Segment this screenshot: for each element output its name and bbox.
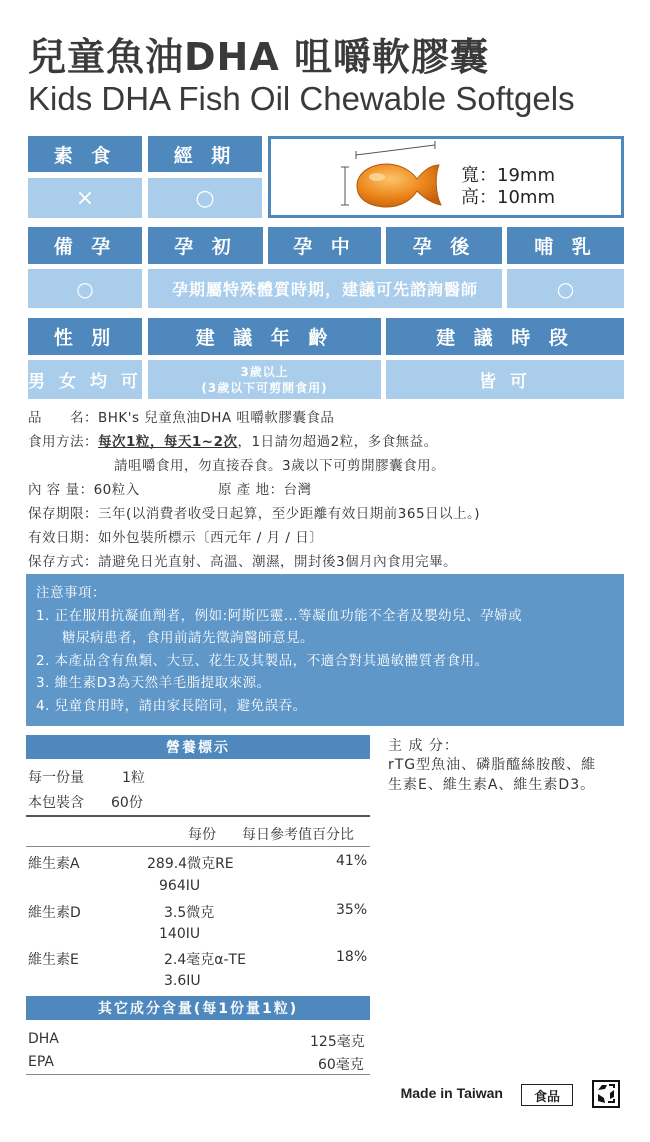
info-name-value: BHK's 兒童魚油DHA 咀嚼軟膠囊食品 — [98, 410, 335, 426]
ingredients-line1: rTG型魚油、磷脂醯絲胺酸、維 — [388, 757, 597, 773]
vegetarian-header: 素 食 — [28, 136, 142, 172]
ingredients-line2: 生素E、維生素A、維生素D3。 — [388, 777, 596, 793]
notice-item-4: 4. 兒童食用時，請由家長陪同，避免誤吞。 — [36, 697, 307, 714]
recycle-icon — [592, 1080, 620, 1108]
info-content — [28, 478, 140, 498]
capsule-illustration — [331, 139, 451, 215]
age-value — [148, 360, 381, 399]
col-daily-value: 每日參考值百分比 — [242, 827, 354, 843]
info-usage — [28, 430, 438, 450]
info-storage — [28, 550, 457, 570]
info-shelf-key: 保存期限： — [28, 506, 98, 522]
vitamin-d-pct: 35% — [336, 902, 368, 918]
vitamin-a-amount: 289.4微克RE — [147, 856, 234, 872]
time-value: 皆 可 — [386, 360, 624, 399]
notice-item-2: 2. 本產品含有魚類、大豆、花生及其製品，不適合對其過敏體質者食用。 — [36, 652, 489, 669]
breastfeeding-header: 哺 乳 — [507, 227, 624, 264]
info-usage-rest: ，1日請勿超過2粒，多食無益。 — [237, 434, 438, 450]
info-expiry-key: 有效日期： — [28, 530, 98, 546]
info-shelf-life — [28, 502, 480, 522]
servings-value: 60份 — [111, 795, 143, 811]
info-origin-key: 原 產 地： — [218, 482, 284, 498]
col-per-serving: 每份 — [188, 827, 216, 843]
ingredients-title: 主 成 分： — [388, 738, 459, 754]
vitamin-e-name: 維生素E — [28, 952, 79, 968]
info-storage-value: 請避免日光直射、高溫、潮濕，開封後3個月內食用完畢。 — [98, 554, 458, 570]
info-name-key: 品 名： — [28, 410, 98, 426]
vitamin-a-amount-iu: 964IU — [159, 878, 201, 894]
servings-label: 本包裝含 — [28, 795, 84, 811]
info-origin — [218, 478, 312, 498]
time-header: 建 議 時 段 — [386, 318, 624, 355]
vitamin-e-amount: 2.4毫克α-TE — [164, 952, 246, 968]
gender-header: 性 別 — [28, 318, 142, 355]
early-pregnancy-header: 孕 初 — [148, 227, 263, 264]
epa-name: EPA — [28, 1054, 54, 1070]
other-ingredients-title: 其它成分含量(每1份量1粒) — [26, 996, 370, 1020]
vitamin-d-name: 維生素D — [28, 905, 81, 921]
notice-box — [26, 574, 624, 726]
gender-value: 男 女 均 可 — [28, 360, 142, 399]
serving-size-value: 1粒 — [122, 770, 145, 786]
vitamin-e-amount-iu: 3.6IU — [164, 973, 201, 989]
title-english: Kids DHA Fish Oil Chewable Softgels — [28, 80, 575, 117]
mid-pregnancy-header: 孕 中 — [268, 227, 381, 264]
notice-title: 注意事項： — [36, 585, 106, 601]
breastfeeding-value: ○ — [507, 269, 624, 308]
vitamin-e-pct: 18% — [336, 949, 368, 965]
age-value-line1: 3歲以上 — [240, 364, 289, 379]
info-usage-key: 食用方法： — [28, 434, 98, 450]
nutrition-divider-3 — [26, 1074, 370, 1075]
menstrual-value: ○ — [148, 178, 262, 218]
notice-item-1: 1. 正在服用抗凝血劑者，例如:阿斯匹靈...等凝血功能不全者及嬰幼兒、孕婦或 — [36, 607, 523, 624]
late-pregnancy-header: 孕 後 — [386, 227, 502, 264]
info-expiry-value: 如外包裝所標示〔西元年 / 月 / 日〕 — [98, 530, 324, 546]
info-usage-line2: 請咀嚼食用，勿直接吞食。3歲以下可剪開膠囊食用。 — [114, 458, 446, 474]
dha-name: DHA — [28, 1031, 59, 1047]
info-storage-key: 保存方式： — [28, 554, 98, 570]
capsule-height: 高：10mm — [461, 187, 555, 208]
made-in-taiwan: Made in Taiwan — [400, 1085, 503, 1101]
title-chinese: 兒童魚油DHA 咀嚼軟膠囊 — [28, 35, 489, 79]
age-value-line2: (3歲以下可剪開食用) — [201, 380, 328, 395]
vitamin-d-amount-iu: 140IU — [159, 926, 201, 942]
prep-pregnancy-header: 備 孕 — [28, 227, 142, 264]
nutrition-title: 營養標示 — [26, 735, 370, 759]
age-header: 建 議 年 齡 — [148, 318, 381, 355]
vitamin-d-amount: 3.5微克 — [164, 905, 215, 921]
pregnancy-note: 孕期屬特殊體質時期，建議可先諮詢醫師 — [148, 269, 502, 308]
dha-value: 125毫克 — [310, 1034, 365, 1050]
info-content-key: 內 容 量： — [28, 482, 94, 498]
notice-item-1-cont: 糖尿病患者，食用前請先徵詢醫師意見。 — [62, 630, 314, 646]
serving-size-label: 每一份量 — [28, 770, 84, 786]
nutrition-divider-2 — [26, 846, 370, 847]
notice-item-3: 3. 維生素D3為天然羊毛脂提取來源。 — [36, 675, 271, 691]
menstrual-header: 經 期 — [148, 136, 262, 172]
vitamin-a-pct: 41% — [336, 853, 368, 869]
nutrition-divider-1 — [26, 815, 370, 817]
capsule-width: 寬：19mm — [461, 165, 555, 186]
info-usage-bold: 每次1粒，每天1~2次 — [98, 434, 238, 450]
prep-pregnancy-value: ○ — [28, 269, 142, 308]
food-badge: 食品 — [521, 1084, 573, 1106]
epa-value: 60毫克 — [318, 1057, 364, 1073]
vitamin-a-name: 維生素A — [28, 856, 80, 872]
info-origin-value: 台灣 — [283, 482, 312, 498]
info-shelf-value: 三年(以消費者收受日起算，至少距離有效日期前365日以上。) — [98, 506, 481, 522]
info-name — [28, 406, 334, 426]
capsule-size-box — [268, 136, 624, 218]
info-content-value: 60粒入 — [93, 482, 140, 498]
vegetarian-value: × — [28, 178, 142, 218]
info-expiry — [28, 526, 323, 546]
